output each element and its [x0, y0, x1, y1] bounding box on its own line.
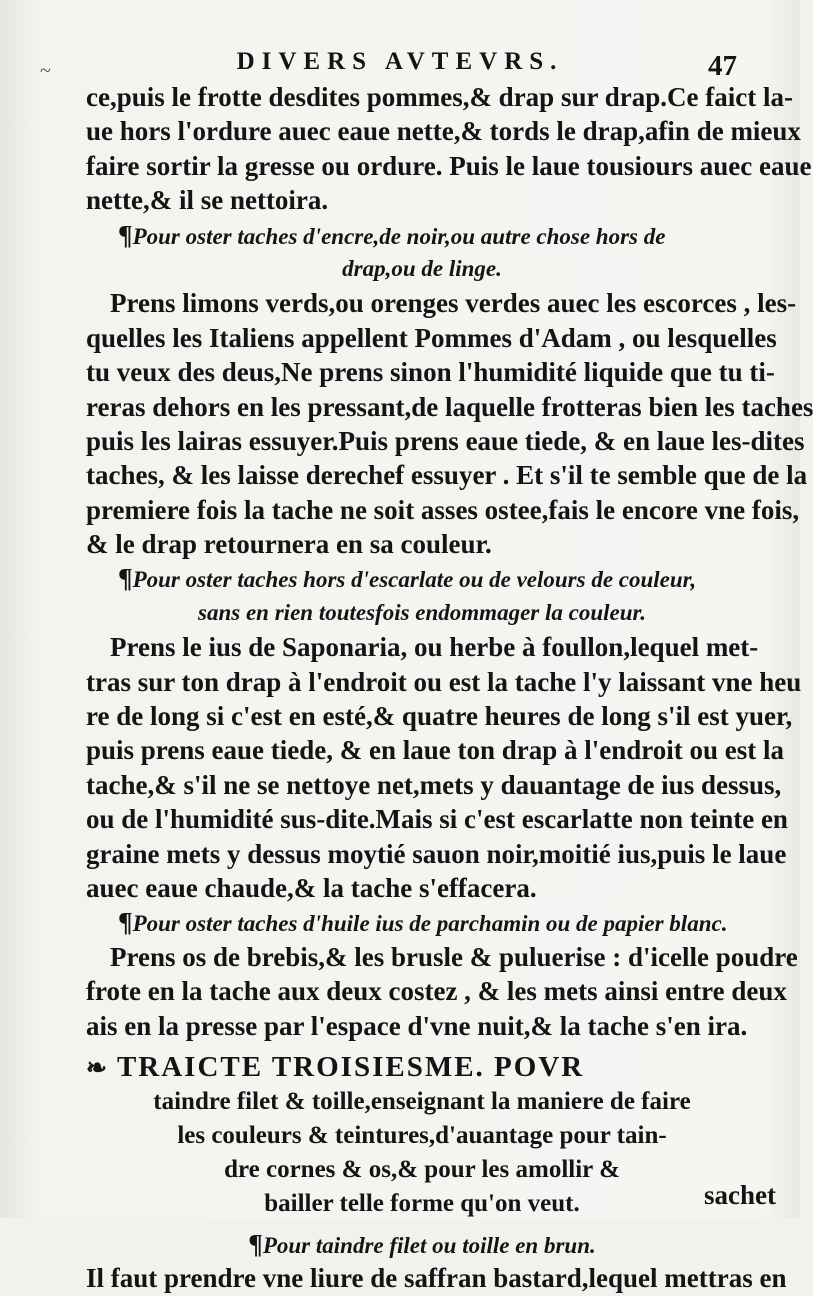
text-line: puis les lairas essuyer.Puis prens eaue tiede, & en laue les-dites — [86, 425, 805, 456]
text-line: faire sortir la gresse ou ordure. Puis le laue tousiours auec eaue — [86, 150, 812, 181]
pilcrow-icon: ¶ — [118, 563, 133, 594]
text-line: graine mets y dessus moytié sauon noir,moitié ius,puis le laue — [86, 838, 787, 869]
page-number: 47 — [708, 50, 737, 82]
text-line: Prens le ius de Saponaria, ou herbe à foullon,lequel met- — [110, 632, 759, 663]
rubric-heading — [86, 1227, 758, 1261]
rubric-text: sans en rien toutesfois endommager la couleur. — [198, 599, 646, 625]
text-line: puis prens eaue tiede, & en laue ton drap à l'endroit ou est la — [86, 735, 785, 766]
section-subtitle-line: bailler telle forme qu'on veut. — [264, 1189, 580, 1217]
text-line: ais en la presse par l'espace d'vne nuit,& la tache s'en ira. — [86, 1010, 748, 1041]
text-line: tras sur ton drap à l'endroit ou est la tache l'y laissant vne heu — [86, 666, 802, 697]
running-title: DIVERS AVTEVRS. — [236, 48, 564, 75]
section-heading — [86, 1049, 758, 1085]
text-line: reras dehors en les pressant,de laquelle frotteras bien les taches — [86, 391, 813, 422]
rubric-text: drap,ou de linge. — [342, 255, 502, 281]
section-subtitle-line: taindre filet & toille,enseignant la maniere de faire — [153, 1087, 691, 1115]
section-title: TRAICTE TROISIESME. POVR — [116, 1050, 585, 1083]
margin-mark: ~ — [40, 60, 51, 82]
pilcrow-icon: ¶ — [248, 1228, 263, 1259]
text-line: auec eaue chaude,& la tache s'effacera. — [86, 872, 537, 903]
pilcrow-icon: ¶ — [118, 219, 133, 250]
text-line: ou de l'humidité sus-dite.Mais si c'est escarlatte non teinte en — [86, 804, 788, 835]
section-subtitle-line: dre cornes & os,& pour les amollir & — [224, 1155, 620, 1183]
text-line: ue hors l'ordure auec eaue nette,& tords le drap,afin de mieux — [86, 116, 801, 147]
text-block — [86, 80, 813, 1296]
text-line: Prens os de brebis,& les brusle & puluerise : d'icelle poudre — [110, 941, 798, 972]
section-subtitle-line: les couleurs & teintures,d'auantage pour tain- — [177, 1121, 667, 1149]
text-line: quelles les Italiens appellent Pommes d'Adam , ou lesquelles — [86, 322, 777, 353]
text-line: re de long si c'est en esté,& quatre heures de long s'il est yuer, — [86, 701, 793, 732]
rubric-heading — [86, 218, 758, 252]
rubric-text: Pour oster taches d'huile ius de parchamin ou de papier blanc. — [132, 911, 728, 937]
rubric-text: Pour oster taches d'encre,de noir,ou autre chose hors de — [132, 223, 666, 249]
text-line: tache,& s'il ne se nettoye net,mets y dauantage de ius dessus, — [86, 769, 782, 800]
fleuron-icon: ❧ — [86, 1054, 109, 1082]
rubric-text: Pour taindre filet ou toille en brun. — [262, 1232, 596, 1258]
rubric-text: Pour oster taches hors d'escarlate ou de velours de couleur, — [132, 567, 697, 593]
text-line: frote en la tache aux deux costez , & les mets ainsi entre deux — [86, 976, 787, 1007]
rubric-heading — [86, 561, 758, 595]
text-line: taches, & les laisse derechef essuyer . Et s'il te semble que de la — [86, 460, 808, 491]
text-line: tu veux des deus,Ne prens sinon l'humidité liquide que tu ti- — [86, 357, 775, 388]
text-line: nette,& il se nettoira. — [86, 185, 329, 216]
rubric-heading — [86, 905, 758, 939]
catchword: sachet — [704, 1180, 776, 1210]
text-line: ce,puis le frotte desdites pommes,& drap sur drap.Ce faict la- — [86, 82, 793, 112]
text-line: Il faut prendre vne liure de saffran bastard,lequel mettras en — [86, 1263, 787, 1294]
text-line: & le drap retournera en sa couleur. — [86, 529, 492, 560]
pilcrow-icon: ¶ — [118, 907, 133, 938]
text-line: Prens limons verds,ou orenges verdes auec les escorces , les- — [110, 288, 797, 319]
text-line: premiere fois la tache ne soit asses ostee,fais le encore vne fois, — [86, 494, 800, 525]
